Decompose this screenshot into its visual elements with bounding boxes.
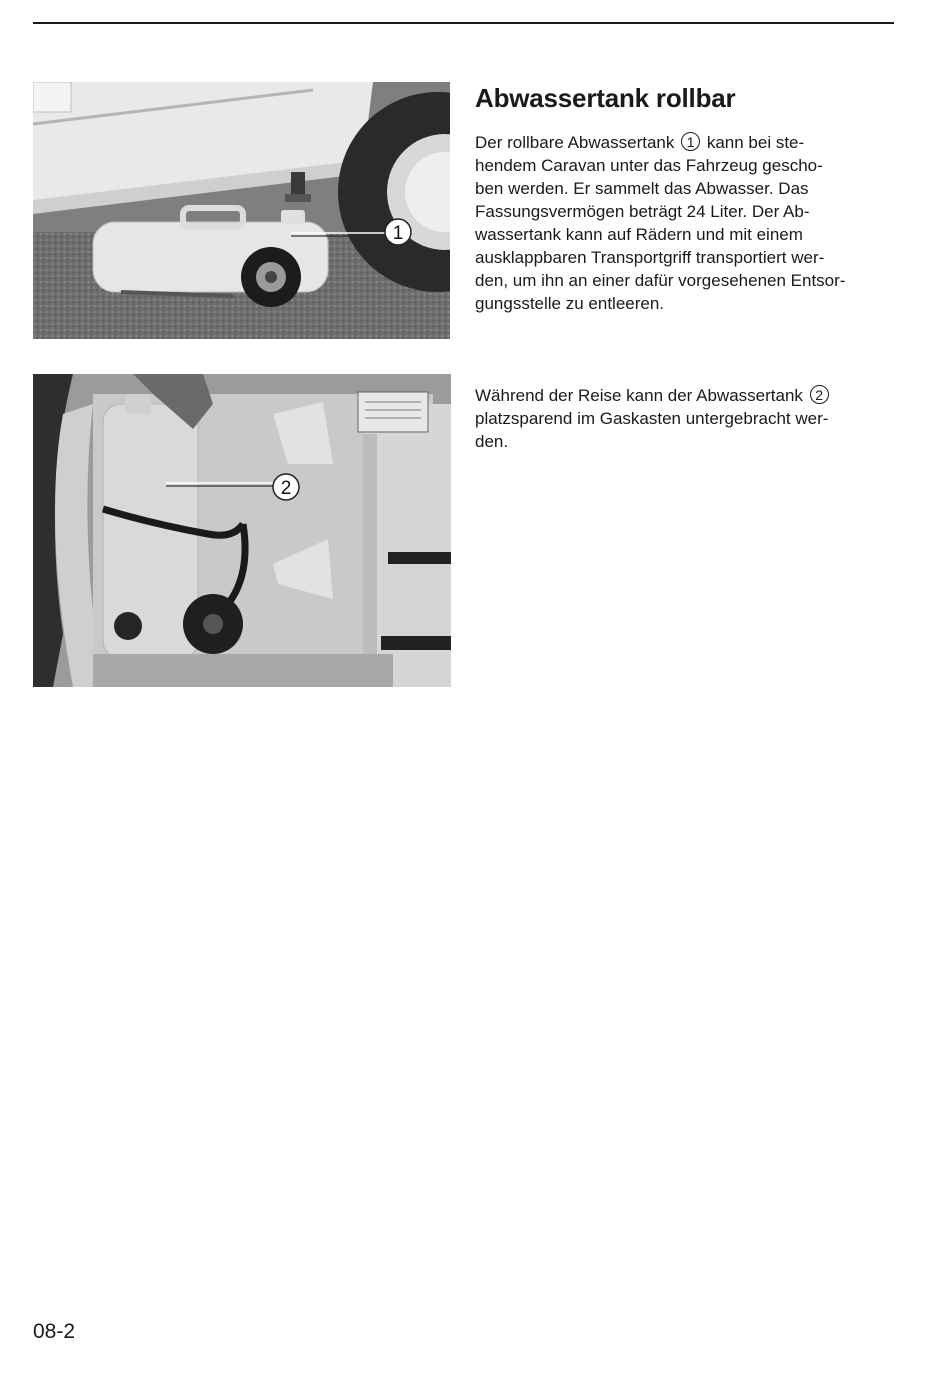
text-line: [475, 131, 895, 154]
top-rule: [33, 22, 894, 24]
photo-waste-tank-under-caravan: [33, 82, 450, 339]
text-line: wassertank kann auf Rädern und mit einem: [475, 225, 803, 244]
text-line: hendem Caravan unter das Fahrzeug gescho-: [475, 156, 823, 175]
paragraph-transport-storage: [475, 384, 895, 453]
text-line: den.: [475, 432, 509, 451]
text-line: Fassungsvermögen beträgt 24 Liter. Der Ab-: [475, 202, 810, 221]
page-number: 08-2: [33, 1320, 76, 1343]
paragraph-rollable-tank: [475, 131, 895, 315]
text-line-start: Der rollbare Abwassertank: [475, 133, 680, 152]
callout-marker: 2: [810, 385, 829, 404]
photo1-callout: 1: [392, 223, 404, 244]
callout-marker: 1: [681, 132, 700, 151]
photo-waste-tank-in-gas-compartment: [33, 374, 451, 687]
text-line: gungsstelle zu entleeren.: [475, 294, 665, 313]
text-line: ausklappbaren Transportgriff transportiert wer-: [475, 248, 825, 267]
text-line: den, um ihn an einer dafür vorgesehenen Entsor-: [475, 271, 846, 290]
text-line: platzsparend im Gaskasten untergebracht wer-: [475, 409, 829, 428]
section-heading: Abwassertank rollbar: [475, 83, 736, 113]
text-line-end: kann bei ste-: [702, 133, 805, 152]
photo2-callout: 2: [280, 478, 292, 499]
text-line: [475, 384, 895, 407]
text-line-start: Während der Reise kann der Abwassertank: [475, 386, 808, 405]
text-line: ben werden. Er sammelt das Abwasser. Das: [475, 179, 809, 198]
